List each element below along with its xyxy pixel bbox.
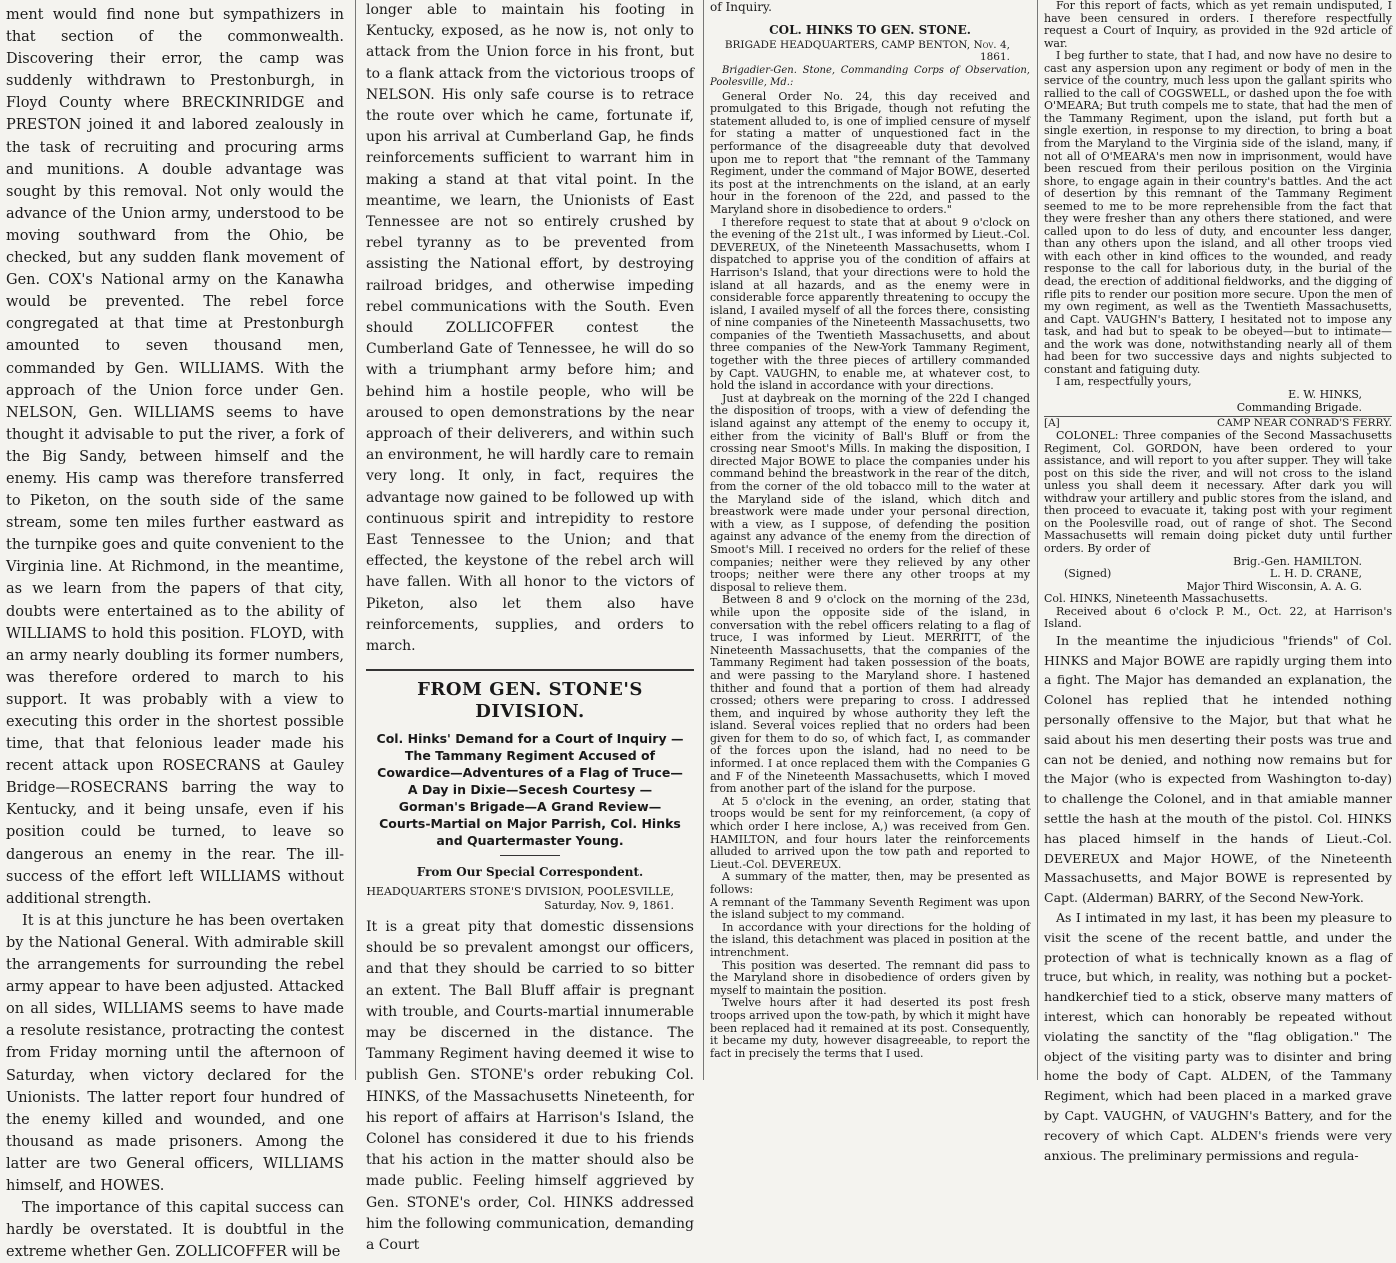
col2-paragraph: longer able to maintain his footing in Kentucky, exposed, as he now is, not only to attack from the Union force in his front, but to a flank attack from the victorious troops of NELSON. His only safe course is to retrace the route over which he came, fortunate if, upon his arrival at Cumberland Gap, he finds reinforcements sufficient to warrant him in making a stand at that vital point. In the meantime, we learn, the Unionists of East Tennessee are not so entirely crushed by rebel tyranny as to be prevented from assisting the National effort, by destroying railroad bridges, and otherwise impeding rebel communications with the South. Even should ZOLLICOFFER contest the Cumberland Gate of Tennessee, he will do so with a triumphant army before him; and behind him a hostile people, who will be aroused to open demonstrations by the near approach of their deliverers, and within such an environment, he will hardly care to remain very long. It only, in fact, requires the advantage now gained to be followed up with continuous spirit and intrepidity to restore East Tennessee to the Union; and that effected, the keystone of the rebel arch will have fallen. With all honor to the victors of Piketon, also let them also have reinforcements, supplies, and orders to march. — [366, 2, 694, 655]
letter-closing: I am, respectfully yours, — [1056, 375, 1192, 389]
order-recipient: Col. HINKS, Nineteenth Massachusetts. — [1044, 592, 1268, 606]
column-4 — [1040, 0, 1396, 1163]
order-signed-line — [1044, 568, 1392, 581]
column-1 — [0, 0, 350, 1261]
letter-title: COL. HINKS TO GEN. STONE. — [769, 23, 971, 37]
signed-label: (Signed) — [1064, 567, 1112, 581]
column-3 — [706, 0, 1034, 1080]
col3-lead: of Inquiry. — [710, 0, 772, 14]
divider — [500, 855, 560, 856]
enclosure-label: [A] — [1044, 417, 1060, 430]
col1-paragraph: ment would find none but sympathizers in that section of the commonwealth. Discovering their error, the camp was suddenly withdrawn to Prestonburgh, in Floyd County where BRECKINRIDGE and PRESTON joined it and labored zealously in the task of recruiting and procuring arms and munitions. A double advantage was sought by this removal. Not only would the advance of the Union army, understood to be moving southward from the Ohio, be checked, but any sudden flank movement of Gen. COX's National army on the Kanawha would be prevented. The rebel force congregated at that time at Prestonburgh amounted to seven thousand men, commanded by Gen. WILLIAMS. With the approach of the Union force under Gen. NELSON, Gen. WILLIAMS seems to have thought it advisable to put the river, a fork of the Big Sandy, between himself and the enemy. His camp was therefore transferred to Piketon, on the south side of the same stream, some ten miles further eastward as the turnpike goes and quite convenient to the Virginia line. At Richmond, in the meantime, as we learn from the papers of that city, doubts were entertained as to the ability of WILLIAMS to hold this position. FLOYD, with an army nearly doubling its former numbers, was therefore ordered to march to his support. It was probably with a view to executing this order in the shortest possible time, that that felonious leader made his recent attack upon ROSECRANS at Gauley Bridge—ROSECRANS barring the way to Kentucky, and it being unsafe, even if his position could be turned, to leave so dangerous an enemy in the rear. The ill-success of the effort left WILLIAMS without additional strength. — [6, 7, 344, 907]
letter-paragraph: General Order No. 24, this day received and promulgated to this Brigade, though not refuting the statement alluded to, is one of implied censure of myself for stating a matter of unquestioned fact in the performance of the disagreeable duty that devolved upon me to report that "the remnant of the Tammany Regiment, under the command of Major BOWE, deserted its post at the intrenchments on the island, at an early hour in the forenoon of the 22d, and passed to the Maryland shore in disobedience to orders." — [710, 89, 1030, 216]
col2-body-paragraph: It is a great pity that domestic dissensions should be so prevalent amongst our officers, and that they should be carried to so bitter an extent. The Ball Bluff affair is pregnant with trouble, and Courts-martial innumerable may be discerned in the distance. The Tammany Regiment having deemed it wise to publish Gen. STONE's order rebuking Col. HINKS, of the Massachusetts Nineteenth, for his report of affairs at Harrison's Island, the Colonel has considered it due to his friends that his action in the matter should also be made public. Feeling himself aggrieved by Gen. STONE's order, Col. HINKS addressed him the following communication, demanding a Court — [366, 918, 694, 1253]
correspondent-line: From Our Special Correspondent. — [416, 864, 644, 879]
column-2 — [360, 0, 700, 1253]
order-signature: L. H. D. CRANE, — [1269, 567, 1362, 581]
letter-paragraph: Just at daybreak on the morning of the 22d I changed the disposition of troops, with a view of defending the island against any attempt of the enemy to occupy it, either from the vicinity of Ball's Bluff or from the crossing near Smoot's Mills. In making the disposition, I directed Major BOWE to place the companies under his command behind the breastwork in the rear of the ditch, from the corner of the old tobacco mill to the water at the Maryland side of the island, which ditch and breastwork were made under your personal direction, with a view, as I suppose, of defending the position against any advance of the enemy from the direction of Smoot's Mill. I received no orders for the relief of these companies; neither were they relieved by any other troops; neither were there any other troops at my disposal to relieve them. — [710, 391, 1030, 594]
letter-paragraph: A summary of the matter, then, may be presented as follows: — [710, 870, 1030, 896]
letter-paragraph: I therefore request to state that at about 9 o'clock on the evening of the 21st ult., I was informed by Lieut.-Col. DEVEREUX, of the Nineteenth Massachusetts, whom I dispatched to apprise you of the condition of affairs at Harrison's Island, that your directions were to hold the island at all hazards, and as the enemy were in considerable force apparently threatening to occupy the island, I availed myself of all the forces there, consisting of nine companies of the Nineteenth Massachusetts, two companies of the Twentieth Massachusetts, and about three companies of the New-York Tammany Regiment, together with the three pieces of artillery commanded by Capt. VAUGHN, to enable me, at whatever cost, to hold the island in accordance with your directions. — [710, 215, 1030, 393]
letter-address: Brigadier-Gen. Stone, Commanding Corps of Observation, Poolesville, Md.: — [710, 64, 1030, 88]
letter-paragraph: Between 8 and 9 o'clock on the morning of the 23d, while upon the opposite side of the island, in conversation with the rebel officers relating to a flag of truce, I was informed by Lieut. MERRITT, of the Nineteenth Massachusetts, that the companies of the Tammany Regiment had taken possession of the boats, and were passing to the Maryland shore. I hastened thither and found that a portion of them had already crossed; others were preparing to cross. I addressed them, and inquired by whose authority they left the island. Several voices replied that no orders had been given for them to do so, of which fact, I, as commander of the forces upon the island, had no need to be informed. I at once replaced them with the Companies G and F of the Nineteenth Massachusetts, which I moved from another part of the island for the purpose. — [710, 593, 1030, 796]
col1-paragraph: It is at this juncture he has been overtaken by the National General. With admirable skill the arrangements for surrounding the rebel army appear to have been adjusted. Attacked on all sides, WILLIAMS seems to have made a resolute resistance, protracting the contest from Friday morning until the afternoon of Saturday, when victory declared for the Unionists. The latter report four hundred of the enemy killed and wounded, and one thousand as made prisoners. Among the latter are two General officers, WILLIAMS himself, and HOWES. — [6, 912, 344, 1194]
column-rule — [1037, 0, 1038, 1080]
column-rule — [355, 0, 356, 1080]
order-signature-title: Major Third Wisconsin, A. A. G. — [1186, 579, 1362, 593]
letter-paragraph: Twelve hours after it had deserted its post fresh troops arrived upon the tow-path, by which it might have been replaced had it remained at its post. Consequently, it became my duty, however disagreeable, to report the fact in precisely the terms that I used. — [710, 996, 1030, 1060]
letter-paragraph: For this report of facts, which as yet remain undisputed, I have been censured in orders. I therefore respectfully request a Court of Inquiry, as provided in the 92d article of war. — [1044, 0, 1392, 50]
camp-heading: CAMP NEAR CONRAD'S FERRY. — [1217, 417, 1392, 430]
signature-name: E. W. HINKS, — [1288, 387, 1362, 401]
article-paragraph: As I intimated in my last, it has been my pleasure to visit the scene of the recent battle, and under the protection of what is technically known as a flag of truce, but which, in reality, was nothing but a pocket-handkerchief tied to a stick, observe many matters of interest, which can honorably be repeated without violating the sanctity of the "flag obligation." The object of the visiting party was to disinter and bring home the body of Capt. ALDEN, of the Tammany Regiment, which had been placed in a marked grave by Capt. VAUGHN, of VAUGHN's Battery, and for the recovery of which Capt. ALDEN's friends were very anxious. The preliminary permissions and regula- — [1044, 909, 1392, 1163]
order-received: Received about 6 o'clock P. M., Oct. 22, at Harrison's Island. — [1044, 604, 1392, 631]
dateline: HEADQUARTERS STONE'S DIVISION, POOLESVILLE, Saturday, Nov. 9, 1861. — [366, 884, 674, 912]
letter-paragraph: I beg further to state, that I had, and now have no desire to cast any aspersion upon any regiment or body of men in the service of the country, much less upon the gallant spirits who rallied to the call of COGSWELL, or dashed upon the foe with O'MEARA; But truth compels me to state, that had the men of the Tammany Regiment, upon the island, put forth but a single exertion, in response to my direction, to bring a boat from the Maryland to the Virginia side of the island, many, if not all of O'MEARA's men now in imprisonment, would have been rescued from their perilous position on the Virginia shore, to engage again in their country's battles. And the act of desertion by this remnant of the Tammany Regiment seemed to me to be more reprehensible from the fact that they were fresher than any others there stationed, and were called upon to do less of duty, and encounter less danger, than any others upon the island, and all other troops vied with each other in kind offices to the wounded, and ready response to the call for laborious duty, in the burial of the dead, the erection of additional fieldworks, and the digging of rifle pits to render our position more secure. Upon the men of my own regiment, as well as the Twentieth Massachusetts, and Capt. VAUGHN's Battery, I hesitated not to impose any task, and had but to speak to be obeyed—but to intimate—and the work was done, notwithstanding nearly all of them had been for two successive days and nights subjected to constant and fatiguing duty. — [1044, 49, 1392, 376]
article-paragraph: In the meantime the injudicious "friends" of Col. HINKS and Major BOWE are rapidly urging them into a fight. The Major has demanded an explanation, the Colonel has replied that he intended nothing personally offensive to the Major, but that what he said about his men deserting their posts was true and can not be denied, and nothing now remains but for the Major (who is expected from Washington to-day) to challenge the Colonel, and in that amiable manner settle the hash at the mouth of the pistol. Col. HINKS has placed himself in the hands of Lieut.-Col. DEVEREUX and Major HOWE, of the Nineteenth Massachusetts, and Major BOWE is represented by Capt. (Alderman) BARRY, of the Second New-York. — [1044, 632, 1392, 906]
article-headline: FROM GEN. STONE'S DIVISION. — [366, 669, 694, 721]
enclosure-header — [1044, 416, 1392, 430]
article-deck: Col. Hinks' Demand for a Court of Inquiry —The Tammany Regiment Accused of Cowardice—Adventures of a Flag of Truce—A Day in Dixie—Secesh Courtesy —Gorman's Brigade—A Grand Review— Courts-Martial on Major Parrish, Col. Hinks and Quartermaster Young. — [376, 730, 684, 848]
col1-paragraph: The importance of this capital success can hardly be overstated. It is doubtful in the extreme whether Gen. ZOLLICOFFER will be — [6, 1200, 344, 1261]
letter-paragraph: At 5 o'clock in the evening, an order, stating that troops would be sent for my reinforcement, (a copy of which order I here inclose, A,) was received from Gen. HAMILTON, and four hours later the reinforcements alluded to arrived upon the tow path and reported to Lieut.-Col. DEVEREUX. — [710, 794, 1030, 871]
signature-title: Commanding Brigade. — [1236, 400, 1362, 414]
letter-paragraph: In accordance with your directions for the holding of the island, this detachment was placed in position at the intrenchment. — [710, 920, 1030, 959]
letter-heading: BRIGADE HEADQUARTERS, CAMP BENTON, Nov. 4, 1861. — [724, 38, 1010, 63]
column-rule — [703, 0, 704, 1080]
letter-paragraph: A remnant of the Tammany Seventh Regiment was upon the island subject to my command. — [710, 895, 1030, 922]
letter-paragraph: This position was deserted. The remnant did pass to the Maryland shore in disobedience of orders given by myself to maintain the position. — [710, 958, 1030, 997]
order-signature: Brig.-Gen. HAMILTON. — [1233, 554, 1362, 568]
order-paragraph: COLONEL: Three companies of the Second Massachusetts Regiment, Col. GORDON, have been ordered to your assistance, and will report to you after supper. They will take post on this side the river, and will not cross to the island unless you shall deem it necessary. After dark you will withdraw your artillery and public stores from the island, and then proceed to evacuate it, taking post with your regiment on the Poolesville road, out of range of shot. The Second Massachusetts will remain doing picket duty until further orders. By order of — [1044, 429, 1392, 555]
